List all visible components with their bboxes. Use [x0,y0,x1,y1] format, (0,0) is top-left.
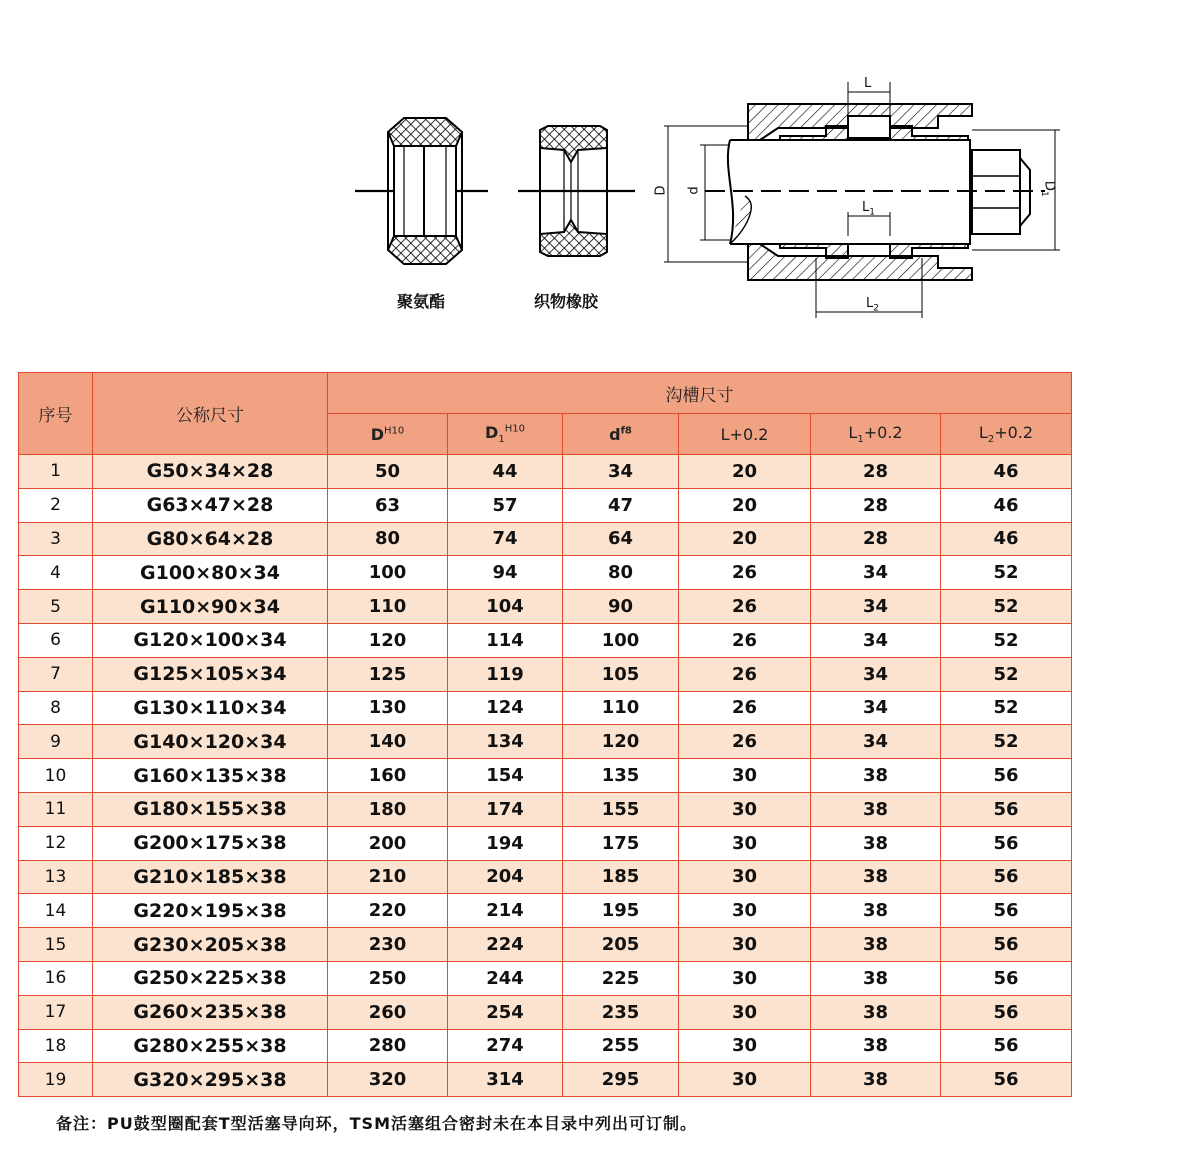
groove-size-table [18,372,1072,1097]
cell-nominal-size: G63×47×28 [93,488,328,522]
cell-L1: 38 [811,995,941,1029]
dim-label-L2: $L_2$ [866,296,879,314]
cell-L1: 38 [811,1063,941,1097]
pu-seal-drawing [355,118,488,264]
cell-index: 2 [19,488,93,522]
cell-L: 26 [679,691,811,725]
cell-L2: 56 [941,759,1072,793]
table-row [19,826,1072,860]
table-row [19,995,1072,1029]
table-row [19,657,1072,691]
cell-d: 295 [563,1063,679,1097]
cell-d: 235 [563,995,679,1029]
cell-L: 20 [679,455,811,489]
cell-index: 3 [19,522,93,556]
cell-D1: 57 [448,488,563,522]
cell-D1: 114 [448,623,563,657]
cell-L2: 52 [941,725,1072,759]
cell-L1: 34 [811,691,941,725]
table-row [19,894,1072,928]
cell-nominal-size: G260×235×38 [93,995,328,1029]
cell-L2: 46 [941,455,1072,489]
cell-d: 135 [563,759,679,793]
cell-nominal-size: G50×34×28 [93,455,328,489]
cell-nominal-size: G130×110×34 [93,691,328,725]
cell-L2: 56 [941,894,1072,928]
cell-D1: 124 [448,691,563,725]
diagram-area [0,0,1185,360]
cell-D1: 214 [448,894,563,928]
cell-nominal-size: G320×295×38 [93,1063,328,1097]
cell-D1: 254 [448,995,563,1029]
cell-L2: 56 [941,792,1072,826]
cell-d: 100 [563,623,679,657]
cell-L1: 34 [811,590,941,624]
cell-L2: 56 [941,961,1072,995]
cell-D: 180 [328,792,448,826]
cell-D: 110 [328,590,448,624]
table-row [19,623,1072,657]
cell-L1: 38 [811,759,941,793]
cell-nominal-size: G125×105×34 [93,657,328,691]
cell-L1: 38 [811,961,941,995]
cell-D: 230 [328,928,448,962]
cell-L: 20 [679,488,811,522]
cell-L2: 46 [941,522,1072,556]
cell-L2: 46 [941,488,1072,522]
cell-L1: 38 [811,792,941,826]
cell-D: 250 [328,961,448,995]
cell-D1: 134 [448,725,563,759]
cell-D: 200 [328,826,448,860]
cell-d: 110 [563,691,679,725]
cell-nominal-size: G160×135×38 [93,759,328,793]
cell-D1: 154 [448,759,563,793]
cell-L2: 56 [941,860,1072,894]
cell-index: 4 [19,556,93,590]
cell-L2: 52 [941,590,1072,624]
table-row [19,860,1072,894]
cell-index: 7 [19,657,93,691]
table-row [19,759,1072,793]
cell-D1: 94 [448,556,563,590]
cell-D1: 119 [448,657,563,691]
cell-nominal-size: G120×100×34 [93,623,328,657]
cell-L2: 56 [941,1029,1072,1063]
caption-polyurethane: 聚氨酯 [397,292,446,311]
cell-L: 30 [679,759,811,793]
header-col-L2: $L_2+0.2$ [941,414,1072,455]
cell-L: 30 [679,792,811,826]
cell-L1: 38 [811,860,941,894]
cell-index: 12 [19,826,93,860]
table-row [19,1063,1072,1097]
cell-D1: 104 [448,590,563,624]
dim-label-L: L [864,76,872,91]
cell-d: 195 [563,894,679,928]
cell-index: 1 [19,455,93,489]
cell-nominal-size: G220×195×38 [93,894,328,928]
cell-index: 6 [19,623,93,657]
cell-D: 125 [328,657,448,691]
cell-L1: 38 [811,894,941,928]
fabric-seal-drawing [518,126,635,256]
cell-L: 30 [679,860,811,894]
cell-index: 9 [19,725,93,759]
cell-index: 18 [19,1029,93,1063]
dim-label-L1: $L_1$ [862,200,875,218]
cell-L: 26 [679,725,811,759]
cell-index: 8 [19,691,93,725]
header-col-d: $d^{f8}$ [563,414,679,455]
cell-D: 320 [328,1063,448,1097]
cell-D: 80 [328,522,448,556]
header-index: 序号 [19,373,93,455]
cell-L1: 34 [811,657,941,691]
cell-L: 30 [679,995,811,1029]
cell-nominal-size: G250×225×38 [93,961,328,995]
cell-L: 26 [679,657,811,691]
cell-d: 155 [563,792,679,826]
header-col-D: $D^{H10}$ [328,414,448,455]
cell-L: 26 [679,556,811,590]
cell-nominal-size: G280×255×38 [93,1029,328,1063]
cell-nominal-size: G230×205×38 [93,928,328,962]
cell-D1: 74 [448,522,563,556]
cell-D: 63 [328,488,448,522]
cell-index: 15 [19,928,93,962]
cell-d: 90 [563,590,679,624]
cell-D: 130 [328,691,448,725]
cell-D1: 224 [448,928,563,962]
table-row [19,792,1072,826]
cell-D1: 44 [448,455,563,489]
cell-L: 30 [679,826,811,860]
cell-L1: 38 [811,1029,941,1063]
cell-D: 120 [328,623,448,657]
dim-label-D: D [653,185,669,196]
cell-L: 20 [679,522,811,556]
table-row [19,455,1072,489]
cell-L2: 52 [941,623,1072,657]
table-row [19,590,1072,624]
cell-index: 14 [19,894,93,928]
footnote: 备注：PU鼓型圈配套T型活塞导向环，TSM活塞组合密封未在本目录中列出可订制。 [56,1114,697,1133]
cell-D: 260 [328,995,448,1029]
cell-L2: 56 [941,1063,1072,1097]
cell-index: 5 [19,590,93,624]
cell-L1: 38 [811,928,941,962]
cell-L: 30 [679,1063,811,1097]
cell-L: 30 [679,894,811,928]
cell-d: 64 [563,522,679,556]
header-nominal-size: 公称尺寸 [93,373,328,455]
cell-L1: 28 [811,522,941,556]
table-row [19,556,1072,590]
cell-D: 100 [328,556,448,590]
cell-L: 30 [679,928,811,962]
cell-D: 50 [328,455,448,489]
cell-L2: 52 [941,556,1072,590]
cell-L: 26 [679,623,811,657]
cell-D: 140 [328,725,448,759]
cell-D1: 174 [448,792,563,826]
dim-label-d: d [686,186,702,195]
cell-nominal-size: G100×80×34 [93,556,328,590]
header-col-L: L+0.2 [679,414,811,455]
cell-d: 47 [563,488,679,522]
cell-d: 205 [563,928,679,962]
cell-nominal-size: G180×155×38 [93,792,328,826]
cell-D1: 244 [448,961,563,995]
cell-d: 225 [563,961,679,995]
cell-D1: 204 [448,860,563,894]
cell-D1: 194 [448,826,563,860]
table-row [19,961,1072,995]
cell-nominal-size: G80×64×28 [93,522,328,556]
cell-L: 30 [679,1029,811,1063]
cell-d: 175 [563,826,679,860]
table-row [19,725,1072,759]
cell-nominal-size: G210×185×38 [93,860,328,894]
table-row [19,1029,1072,1063]
cell-L1: 28 [811,455,941,489]
dim-label-D1: $D_1$ [1039,180,1057,197]
cell-index: 19 [19,1063,93,1097]
cell-index: 13 [19,860,93,894]
cell-L1: 38 [811,826,941,860]
caption-fabric-rubber: 织物橡胶 [534,292,599,311]
cell-L1: 34 [811,556,941,590]
table-row [19,691,1072,725]
cell-index: 11 [19,792,93,826]
cell-L: 26 [679,590,811,624]
cell-L2: 52 [941,657,1072,691]
cell-D: 210 [328,860,448,894]
cell-d: 105 [563,657,679,691]
cell-L1: 34 [811,725,941,759]
cell-D: 280 [328,1029,448,1063]
cell-nominal-size: G140×120×34 [93,725,328,759]
cell-d: 255 [563,1029,679,1063]
cell-D1: 274 [448,1029,563,1063]
table-row [19,928,1072,962]
cell-index: 10 [19,759,93,793]
cell-index: 17 [19,995,93,1029]
cell-d: 120 [563,725,679,759]
cell-D: 160 [328,759,448,793]
table-row [19,522,1072,556]
cell-L1: 28 [811,488,941,522]
table-row [19,488,1072,522]
cell-D: 220 [328,894,448,928]
cell-d: 34 [563,455,679,489]
cell-L: 30 [679,961,811,995]
cell-index: 16 [19,961,93,995]
cell-L1: 34 [811,623,941,657]
cell-L2: 52 [941,691,1072,725]
table-body [19,455,1072,1097]
cell-L2: 56 [941,928,1072,962]
cell-L2: 56 [941,995,1072,1029]
cell-L2: 56 [941,826,1072,860]
header-groove-size: 沟槽尺寸 [328,373,1072,414]
header-col-L1: $L_1+0.2$ [811,414,941,455]
cell-nominal-size: G110×90×34 [93,590,328,624]
header-col-D1: $D_1^{H10}$ [448,414,563,455]
cell-d: 80 [563,556,679,590]
cell-nominal-size: G200×175×38 [93,826,328,860]
cell-D1: 314 [448,1063,563,1097]
cell-d: 185 [563,860,679,894]
